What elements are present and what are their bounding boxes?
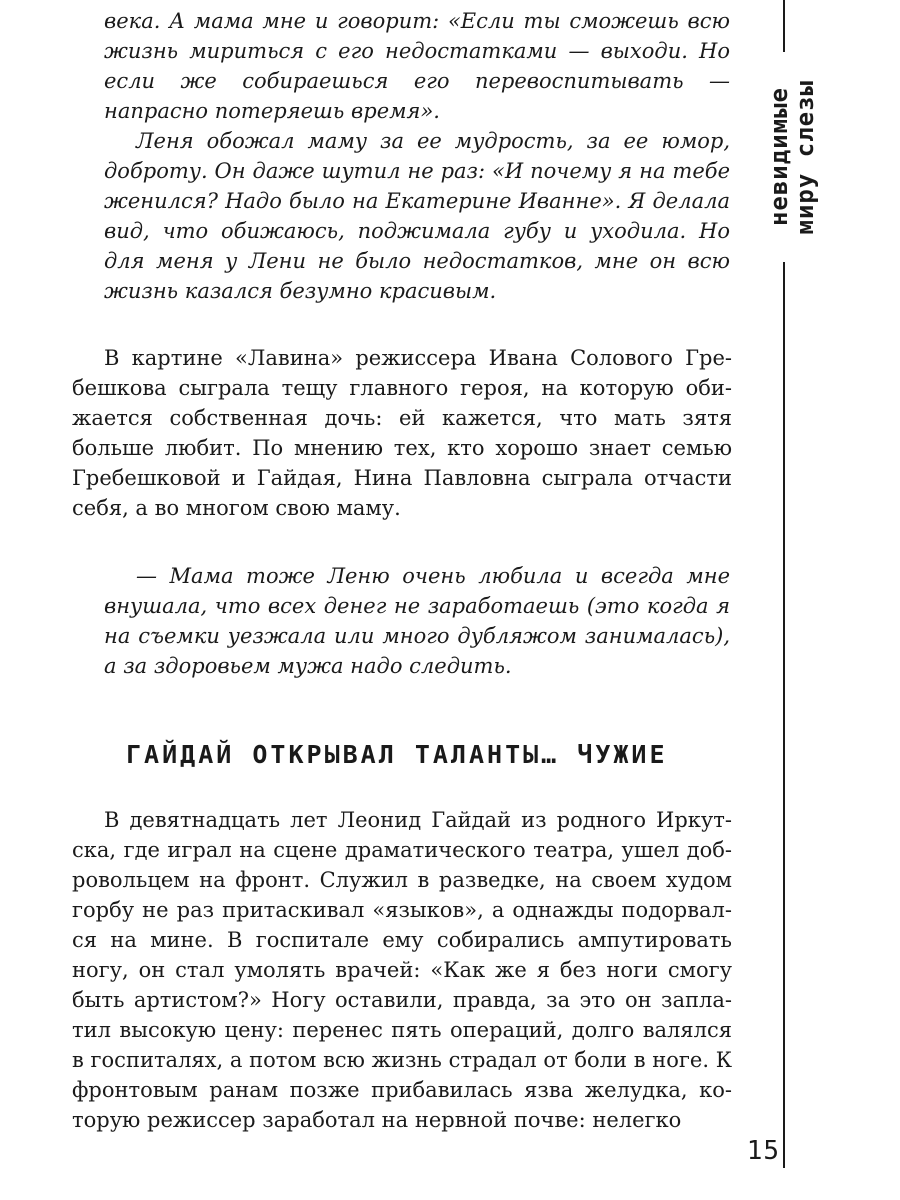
section-heading: ГАЙДАЙ ОТКРЫВАЛ ТАЛАНТЫ… ЧУЖИЕ bbox=[126, 740, 668, 769]
running-title bbox=[757, 52, 827, 262]
body-block-1 bbox=[72, 343, 732, 523]
quote-paragraph-2: Леня обожал маму за ее мудрость, за ее юмор, доброту. Он даже шутил не раз: «И почему я на тебе женился? Надо было на Екатерине Иванне». Я делала вид, что обижаюсь, поджимала губу и уходила. Но для меня у Лени не было недостатков, мне он всю жизнь казался безумно красивым. bbox=[104, 129, 730, 303]
quote-block-1 bbox=[72, 6, 732, 306]
body-block-2 bbox=[72, 805, 732, 1135]
page-text-column bbox=[72, 6, 732, 1135]
page-number: 15 bbox=[738, 1136, 780, 1166]
quote-paragraph-3: — Мама тоже Леню очень любила и всегда мне внушала, что всех денег не заработаешь (это когда я на съемки уезжала или много дубляжом занималась), а за здоровьем мужа надо следить. bbox=[104, 564, 730, 678]
quote-paragraph-1: века. А мама мне и говорит: «Если ты сможешь всю жизнь мириться с его недостатками — выходи. Но если же собираешься его перевоспитывать — напрасно потеряешь время». bbox=[104, 9, 730, 123]
quote-block-2 bbox=[72, 561, 732, 681]
body-paragraph-1: В картине «Лавина» режиссера Ивана Солового Гребешкова сыграла тещу главного героя, на которую обижается собственная дочь: ей кажется, что мать зятя больше любит. По мнению тех, кто хорошо знает семью Гребешковой и Гайдая, Нина Павловна сыграла отчасти себя, а во многом свою маму. bbox=[72, 346, 732, 520]
body-paragraph-2: В девятнадцать лет Леонид Гайдай из родного Иркутска, где играл на сцене драматического театра, ушел добровольцем на фронт. Служил в разведке, на своем худом горбу не раз притаскивал «языков», а однажды подорвался на мине. В госпитале ему собирались ампутировать ногу, он стал умолять врачей: «Как же я без ноги смогу быть артистом?» Ногу оставили, правда, за это он заплатил высокую цену: перенес пять операций, долго валялся в госпиталях, а потом всю жизнь страдал от боли в ноге. К фронтовым ранам позже прибавилась язва желудка, которую режиссер заработал на нервной почве: нелегко bbox=[72, 808, 732, 1132]
running-title-line-2: миру слезы bbox=[791, 79, 819, 235]
running-title-line-1: невидимые bbox=[765, 87, 793, 227]
